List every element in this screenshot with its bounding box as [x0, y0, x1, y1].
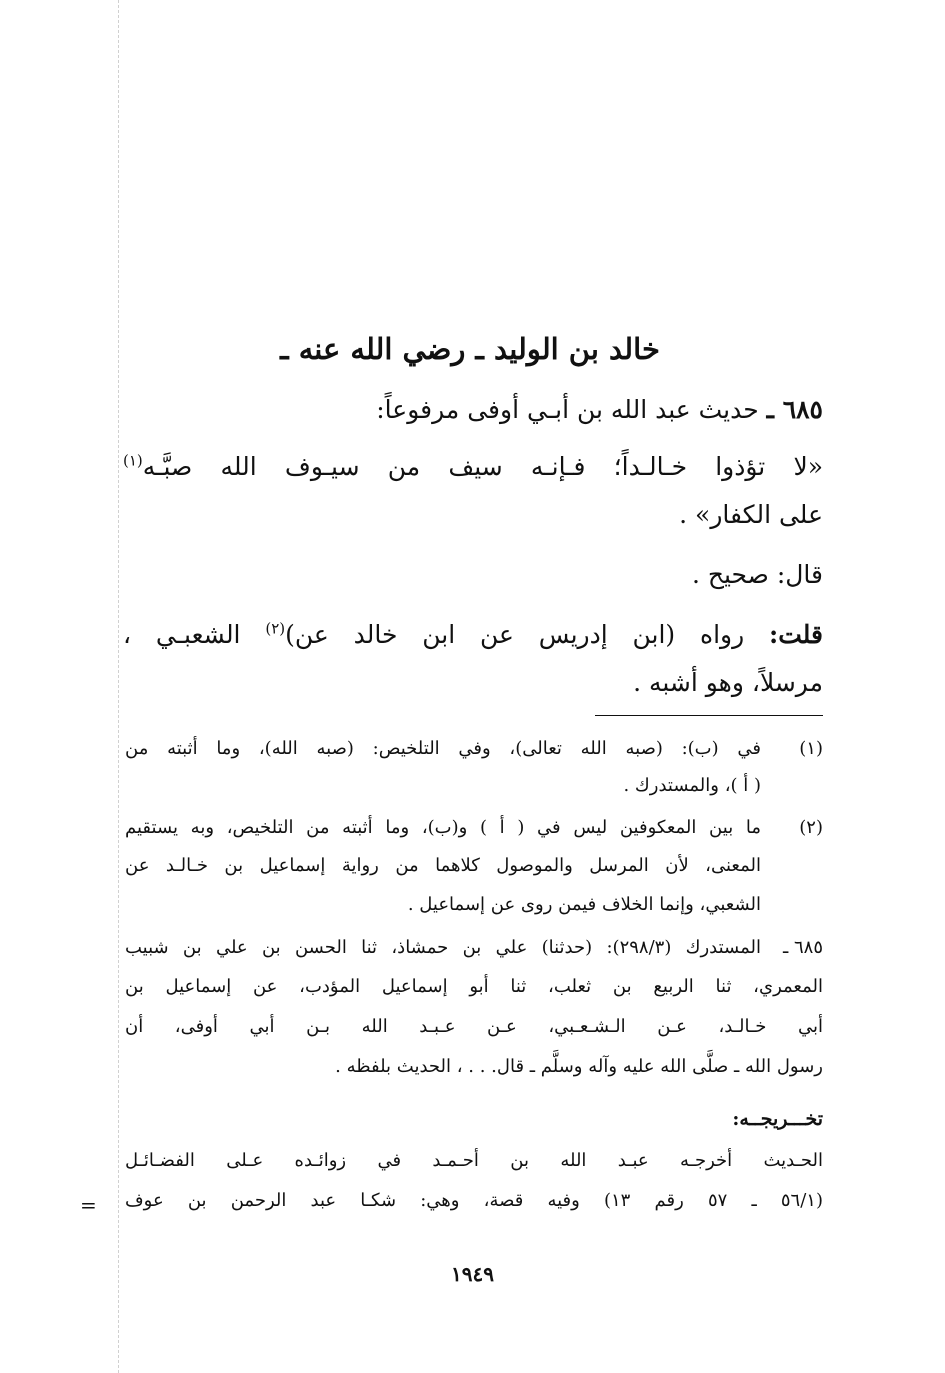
hadith-intro: حديث عبد الله بن أبـي أوفى مرفوعاً: — [376, 395, 759, 424]
footnote-2-text-3: الشعبي، وإنما الخلاف فيمن روى عن إسماعيل . — [407, 894, 761, 915]
page-number: ١٩٤٩ — [451, 1262, 494, 1286]
qulat-text-a: رواه (ابن إدريس عن ابن خالد عن) — [285, 620, 745, 649]
hadith-text-line-1 — [123, 452, 823, 481]
source-note-text-3: أبي خـالـد، عـن الـشـعـبي، عـن عـبـد الله بـن أبي أوفى، أن — [125, 1016, 823, 1037]
takhrij-text-2: (٥٦/١ ـ ٥٧ رقم ١٣) وفيه قصة، وهي: شكـا عبد الرحمن بن عوف — [125, 1190, 823, 1211]
takhrij-text-1: الحـديث أخرجـه عبـد الله بن أحـمـد في زوائـده عـلى الفضـائـل — [125, 1150, 823, 1171]
qulat-text-b: الشعبـي ، — [123, 620, 241, 649]
continuation-mark: = — [80, 1193, 97, 1217]
hadith-text-1: «لا تؤذوا خـالـداً؛ فـإنـه سيف من سيـوف الله صبَّـه — [142, 452, 823, 481]
qala-label: قال: — [776, 560, 823, 589]
footnote-2-number: (٢) — [799, 817, 823, 838]
footnote-ref-2: (٢) — [265, 619, 286, 638]
source-note-number: ٦٨٥ ـ — [782, 937, 823, 958]
takhrij-label: تخـــريجــه: — [732, 1108, 823, 1130]
source-note-text-2: المعمري، ثنا الربيع بن ثعلب، ثنا أبو إسماعيل المؤدب، عن إسماعيل بن — [125, 976, 823, 997]
hadith-intro-line — [123, 395, 823, 424]
qulat-line-1 — [123, 620, 823, 649]
qala-line — [123, 560, 823, 589]
footnote-divider — [595, 715, 823, 716]
footnote-2-text-2: المعنى، لأن المرسل والموصول كلاهما من رواية إسماعيل بن خـالـد عن — [125, 855, 761, 876]
qala-text: صحيح . — [691, 560, 769, 589]
footnote-2-text-1: ما بين المعكوفين ليس في ( أ ) و(ب)، وما أثبته من التلخيص، وبه يستقيم — [125, 817, 761, 838]
footnote-ref-1: (١) — [123, 451, 143, 470]
source-note-text-1: المستدرك (٢٩٨/٣): (حدثنا) علي بن حمشاذ، ثنا الحسن بن علي بن شبيب — [125, 937, 761, 958]
binding-margin-line — [118, 0, 119, 1373]
qulat-label: قلت: — [769, 620, 824, 649]
hadith-number: ٦٨٥ ـ — [766, 395, 823, 424]
hadith-text-line-2: على الكفار» . — [679, 500, 823, 529]
source-note-text-4: رسول الله ـ صلَّى الله عليه وآله وسلَّم ـ قال. . . ، الحديث بلفظه . — [335, 1056, 823, 1077]
footnote-1-number: (١) — [799, 738, 823, 759]
footnote-1-text-2: ( أ )، والمستدرك . — [623, 775, 761, 796]
section-heading: خالد بن الوليد ـ رضي الله عنه ـ — [280, 332, 660, 366]
qulat-line-2: مرسلاً، وهو أشبه . — [633, 668, 823, 697]
footnote-1-text-1: في (ب): (صبه الله تعالى)، وفي التلخيص: (صبه الله)، وما أثبته من — [125, 738, 761, 759]
